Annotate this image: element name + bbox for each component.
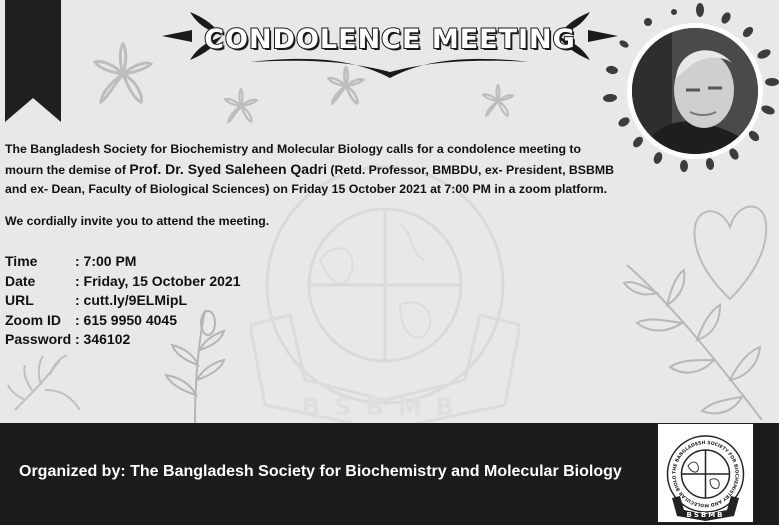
title-banner <box>160 6 620 82</box>
deceased-name: Prof. Dr. Syed Saleheen Qadri <box>129 160 327 177</box>
detail-value: : 7:00 PM <box>75 253 137 269</box>
detail-label: URL <box>5 292 34 308</box>
portrait-photo <box>627 23 763 159</box>
meeting-url[interactable]: : cutt.ly/9ELMipL <box>75 292 187 308</box>
page-title: CONDOLENCE MEETING <box>204 24 576 55</box>
detail-row-time <box>5 253 240 273</box>
detail-value: : Friday, 15 October 2021 <box>75 272 241 289</box>
organizer-text: Organized by: The Bangladesh Society for Biochemistry and Molecular Biology <box>19 463 622 480</box>
detail-label: Password <box>5 331 72 347</box>
svg-text:BSBMB: BSBMB <box>301 393 469 421</box>
detail-row-date <box>5 273 240 293</box>
heart-decoration <box>690 195 770 303</box>
detail-label: Time <box>5 253 38 269</box>
society-logo <box>657 423 754 523</box>
portrait-frame <box>596 2 779 178</box>
meeting-details <box>5 253 240 351</box>
flower-decoration <box>93 42 153 106</box>
intro-text: The Bangladesh Society for Biochemistry and Molecular Biology calls for a condolence meeting to mourn the demise of <box>5 142 582 177</box>
detail-row-url <box>5 292 240 312</box>
detail-value: : 615 9950 4045 <box>75 311 177 328</box>
fern-decoration <box>5 350 85 425</box>
detail-row-zoom-id <box>5 312 240 332</box>
bookmark-ribbon <box>5 0 61 122</box>
invitation-text: We cordially invite you to attend the meeting. <box>5 214 270 228</box>
svg-text:BSBMB: BSBMB <box>686 511 725 519</box>
when-text: on Friday 15 October 2021 at 7:00 PM in a zoom platform. <box>272 182 608 196</box>
flower-decoration <box>482 84 514 118</box>
detail-value: : 346102 <box>75 331 131 347</box>
watermark-logo <box>250 165 520 435</box>
flower-decoration <box>224 88 258 124</box>
detail-label: Date <box>5 272 36 289</box>
svg-text:THE BANGLADESH SOCIETY FOR BIO: THE BANGLADESH SOCIETY FOR BIOCHEMISTRY AND MOLECULAR BIOLO <box>672 440 739 508</box>
credentials-text: (Retd. Professor, BMBDU, ex- President, BSBMB and ex- Dean, Faculty of Biological Sciences) <box>5 162 614 196</box>
detail-label: Zoom ID <box>5 311 61 328</box>
detail-row-password <box>5 331 240 351</box>
announcement-paragraph <box>5 140 615 200</box>
